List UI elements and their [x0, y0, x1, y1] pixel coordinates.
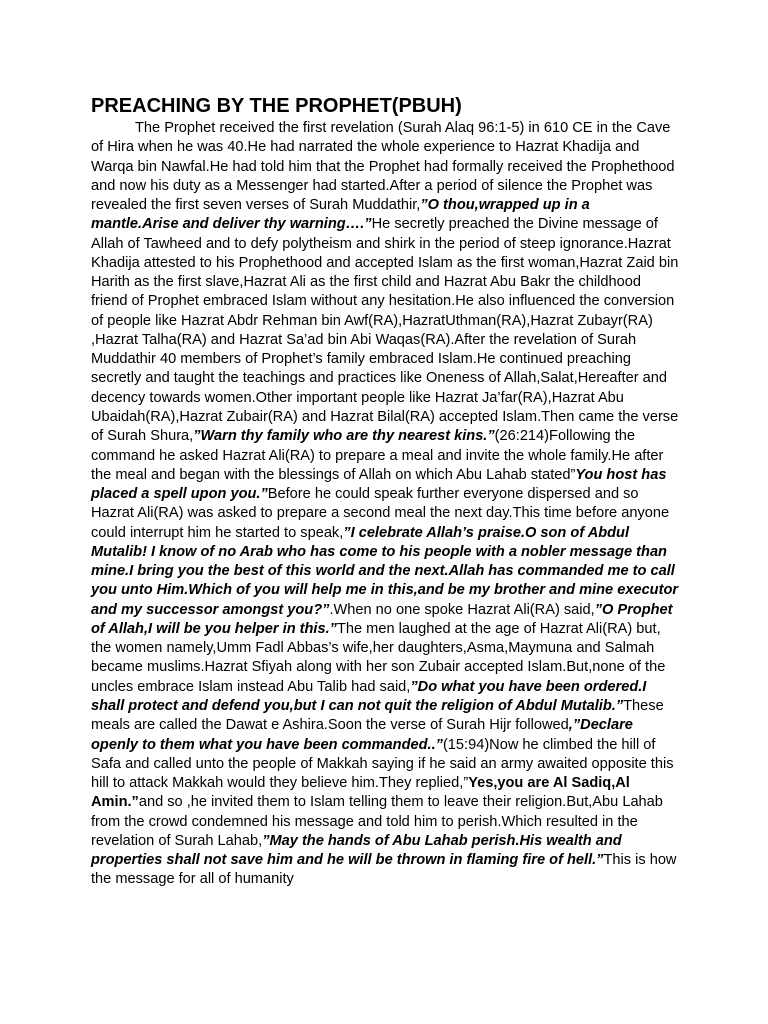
quote-run: You host has placed a spell upon you.”	[91, 466, 667, 503]
quote-run: ”May the hands of Abu Lahab perish.His wealth and properties shall not save him and he will be thrown in flaming fire of hell.”	[91, 832, 622, 869]
text-run: He secretly preached the Divine message of Allah of Tawheed and to defy polytheism and shirk in the period of steep ignorance.Hazrat Khadija attested to his Prophethood and accepted Islam as the first woman,Hazrat Zaid bin Harith as the first slave,Hazrat Ali as the first child and Hazrat Abu Bakr the childhood friend of Prophet embraced Islam without any hesitation.He also influenced the conversion of people like Hazrat Abdr Rehman bin Awf(RA),HazratUthman(RA),Hazrat Zubayr(RA) ,Hazrat Talha(RA) and Hazrat Sa’ad bin Abi Waqas(RA).After the revelation of Surah Muddathir 40 members of Prophet’s family embraced Islam.He continued preaching secretly and taught the teachings and practices like Oneness of Allah,Salat,Hereafter and decency towards women.Other important people like Hazrat Ja’far(RA),Hazrat Abu Ubaidah(RA),Hazrat Zubair(RA) and Hazrat Bilal(RA) accepted Islam.Then came the verse of Surah Shura,	[91, 216, 679, 445]
quote-run: ”O thou,wrapped up in a mantle.Arise and deliver thy warning….”	[91, 197, 590, 233]
document-page	[91, 93, 679, 890]
bold-run: Yes,you are Al Sadiq,Al Amin.”	[91, 775, 630, 811]
text-run: and so ,he invited them to Islam telling them to leave their religion.But,Abu Lahab from the crowd condemned his message and told him to perish.Which resulted in the revelation of Surah Lahab,	[91, 794, 663, 849]
quote-run: ”Warn thy family who are thy nearest kins.”	[193, 428, 495, 445]
text-run: Before he could speak further everyone dispersed and so Hazrat Ali(RA) was asked to prepare a second meal the next day.This time before anyone could interrupt him he started to speak,	[91, 486, 670, 541]
quote-run: ”I celebrate Allah’s praise.O son of Abdul Mutalib! I know of no Arab who has come to his people with a nobler message than mine.I bring you the best of this world and the next.Allah has commanded me to call you unto Him.Which of you will help me in this,and be my brother and mine executor and my successor amongst you?”	[91, 524, 679, 618]
text-run: (15:94)Now he climbed the hill of Safa and called unto the people of Makkah saying if he said an army awaited opposite this hill to attack Makkah would they believe him.They replied,”	[91, 736, 674, 792]
text-run: (26:214)Following the command he asked Hazrat Ali(RA) to prepare a meal and invite the whole family.He after the meal and began with the blessings of Allah on which Abu Lahab stated”	[91, 428, 664, 483]
text-run: .When no one spoke Hazrat Ali(RA) said,	[329, 601, 595, 618]
quote-run: ”O Prophet of Allah,I will be you helper in this.”	[91, 601, 673, 637]
text-run: The Prophet received the first revelation (Surah Alaq 96:1-5) in 610 CE in the Cave of Hira when he was 40.He had narrated the whole experience to Hazrat Khadija and Warqa bin Nawfal.He had told him that the Prophet had formally received the Prophethood and now his duty as a Messenger had started.After a period of silence the Prophet was revealed the first seven verses of Surah Muddathir,	[91, 120, 675, 214]
text-run: This is how the message for all of humanity	[91, 852, 677, 888]
quote-run: ”Do what you have been ordered.I shall protect and defend you,but I can not quit the religion of Abdul Mutalib.”	[91, 678, 647, 714]
document-body	[91, 119, 679, 890]
text-run: These meals are called the Dawat e Ashira.Soon the verse of Surah Hijr followed	[91, 697, 664, 734]
quote-run: ,”Declare openly to them what you have been commanded..”	[91, 717, 633, 753]
document-title: PREACHING BY THE PROPHET(PBUH)	[91, 95, 462, 117]
text-run: The men laughed at the age of Hazrat Ali(RA) but, the women namely,Umm Fadl Abbas’s wife,her daughters,Asma,Maymuna and Salmah became muslims.Hazrat Sfiyah along with her son Zubair accepted Islam.But,none of the uncles embrace Islam instead Abu Talib had said,	[91, 620, 666, 695]
